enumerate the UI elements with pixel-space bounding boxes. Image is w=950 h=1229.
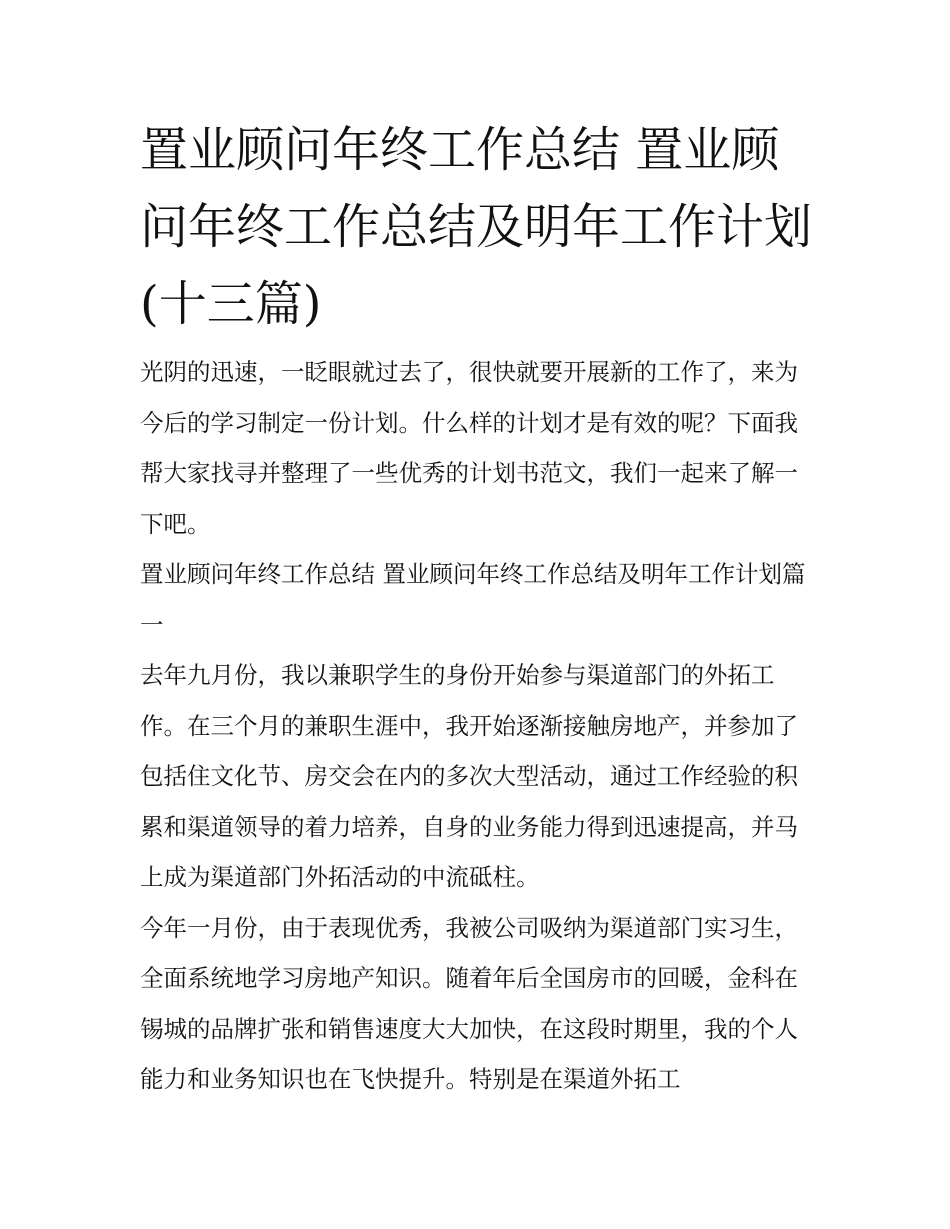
document-page xyxy=(140,112,812,1105)
document-title: 置业顾问年终工作总结 置业顾问年终工作总结及明年工作计划(十三篇) xyxy=(140,122,813,332)
body-paragraph: 去年九月份，我以兼职学生的身份开始参与渠道部门的外拓工作。在三个月的兼职生涯中，我开始逐渐接触房地产，并参加了包括住文化节、房交会在内的多次大型活动，通过工作经验的积累和渠道领导的着力培养，自身的业务能力得到迅速提高，并马上成为渠道部门外拓活动的中流砥柱。 xyxy=(140,661,798,891)
section-heading: 置业顾问年终工作总结 置业顾问年终工作总结及明年工作计划篇一 xyxy=(140,560,806,639)
intro-paragraph: 光阴的迅速，一眨眼就过去了，很快就要开展新的工作了，来为今后的学习制定一份计划。什么样的计划才是有效的呢？下面我帮大家找寻并整理了一些优秀的计划书范文，我们一起来了解一下吧。 xyxy=(140,358,798,538)
body-paragraph: 今年一月份，由于表现优秀，我被公司吸纳为渠道部门实习生，全面系统地学习房地产知识。随着年后全国房市的回暖，金科在锡城的品牌扩张和销售速度大大加快，在这段时期里，我的个人能力和业务知识也在飞快提升。特别是在渠道外拓工 xyxy=(140,913,798,1093)
